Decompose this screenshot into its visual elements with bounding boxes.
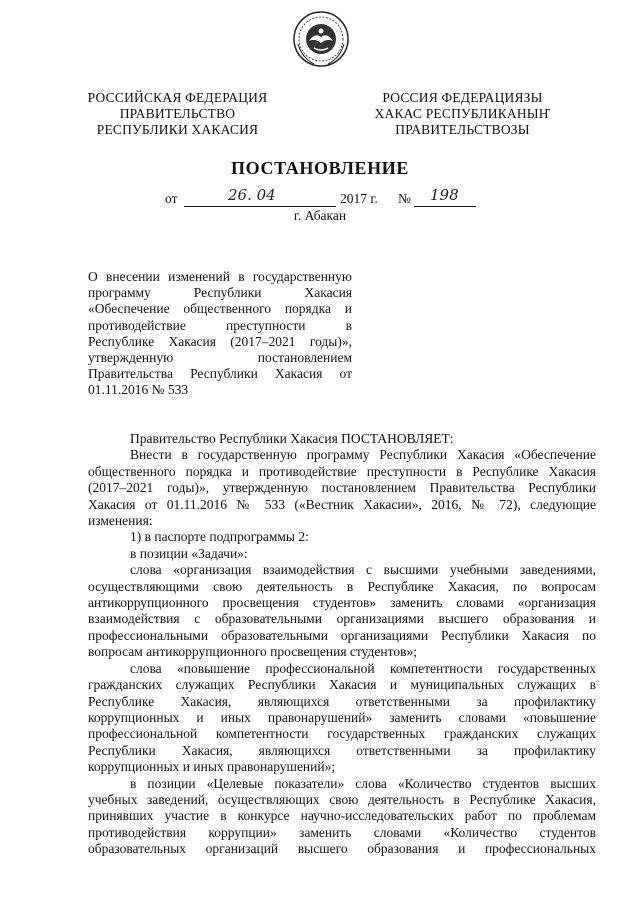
body-line: противодействия коррупции» заменить словами «Количество студентов [88,824,596,840]
header-left-line: ПРАВИТЕЛЬСТВО [119,106,236,121]
body-line: взаимодействия с образовательными организациями высшего образования и [88,611,596,627]
body-line: слова «повышение профессиональной компетентности государственных [130,660,596,676]
date-underline [184,206,336,207]
body-line: изменения: [88,513,153,529]
body-line: (2017–2021 годы)», утвержденную постановлением Правительства Республики [88,480,596,496]
header-right-line: РОССИЯ ФЕДЕРАЦИЯЗЫ [382,90,543,105]
body-line: общественного порядка и противодействие преступности в Республике Хакасия [88,463,596,479]
subject-line: Правительства Республики Хакасия от [88,366,352,382]
body-line: осуществляющими свою деятельность в Республике Хакасия, по вопросам [88,578,596,594]
body-line: образовательных организаций высшего образования и профессиональных [88,841,596,857]
subject-line: 01.11.2016 № 533 [88,382,189,398]
body-line: вопросам антикоррупционного просвещения студентов»; [88,644,417,660]
body-line: Хакасия от 01.11.2016 № 533 («Вестник Хакасии», 2016, № 72), следующие [88,496,596,512]
body-line: антикоррупционного просвещения студентов» заменить словами «организация [88,595,596,611]
city-name: г. Абакан [293,208,347,223]
date-prefix: от [165,191,178,206]
subject-line: Республике Хакасия (2017–2021 годы)», [88,333,352,349]
subject-line: противодействие преступности в [88,317,352,333]
header-left-line: РЕСПУБЛИКИ ХАКАСИЯ [96,122,259,137]
number-underline [414,206,476,207]
body-line: Республики Хакасия, являющихся ответственными за профилактику [88,742,596,758]
document-body [88,431,596,858]
header-left-line: РОССИЙСКАЯ ФЕДЕРАЦИЯ [87,90,268,105]
body-line: профессиональной компетентности государственных гражданских служащих [88,726,596,742]
header-left [70,90,285,138]
body-line: коррупционных и иных правонарушений»; [88,759,336,775]
header-right [355,90,570,138]
subject-line: «Обеспечение общественного порядка и [88,301,352,317]
body-line: гражданских служащих Республики Хакасия и муниципальных служащих в [88,677,596,693]
body-line: 1) в паспорте подпрограммы 2: [130,529,309,545]
body-line: слова «организация взаимодействия с высшими учебными заведениями, [130,562,596,578]
subject-line: утвержденную постановлением [88,350,352,366]
body-line: Республике Хакасия, являющихся ответственными за профилактику [88,693,596,709]
body-line: принявших участие в конкурсе научно-исследовательских работ по проблемам [88,808,596,824]
coat-of-arms-emblem [292,10,350,68]
body-line: коррупционных и иных правонарушений» заменить словами «повышение [88,709,596,725]
body-line: в позиции «Целевые показатели» слова «Количество студентов высших [130,775,596,791]
body-line: Правительство Республики Хакасия ПОСТАНОВЛЯЕТ: [130,431,454,446]
body-line: Внести в государственную программу Республики Хакасия «Обеспечение [130,447,596,463]
document-title: ПОСТАНОВЛЕНИЕ [231,158,409,178]
subject-line: программу Республики Хакасия [88,285,352,301]
date-year: 2017 г. [340,191,378,206]
number-sign: № [398,191,411,206]
header-right-line: ХАКАС РЕСПУБЛИКАНЫҤ [374,106,551,121]
coat-of-arms-icon [292,10,350,68]
subject-block [88,269,352,399]
body-line: в позиции «Задачи»: [130,545,248,561]
body-line: учебных заведений, осуществляющих свою деятельность в Республике Хакасия, [88,791,596,807]
header-right-line: ПРАВИТЕЛЬСТВОЗЫ [395,122,530,137]
body-line: профессиональными образовательными организациями Республики Хакасия по [88,627,596,643]
subject-line: О внесении изменений в государственную [88,269,352,284]
handwritten-date: 26. 04 [228,186,276,204]
handwritten-number: 198 [430,186,459,204]
